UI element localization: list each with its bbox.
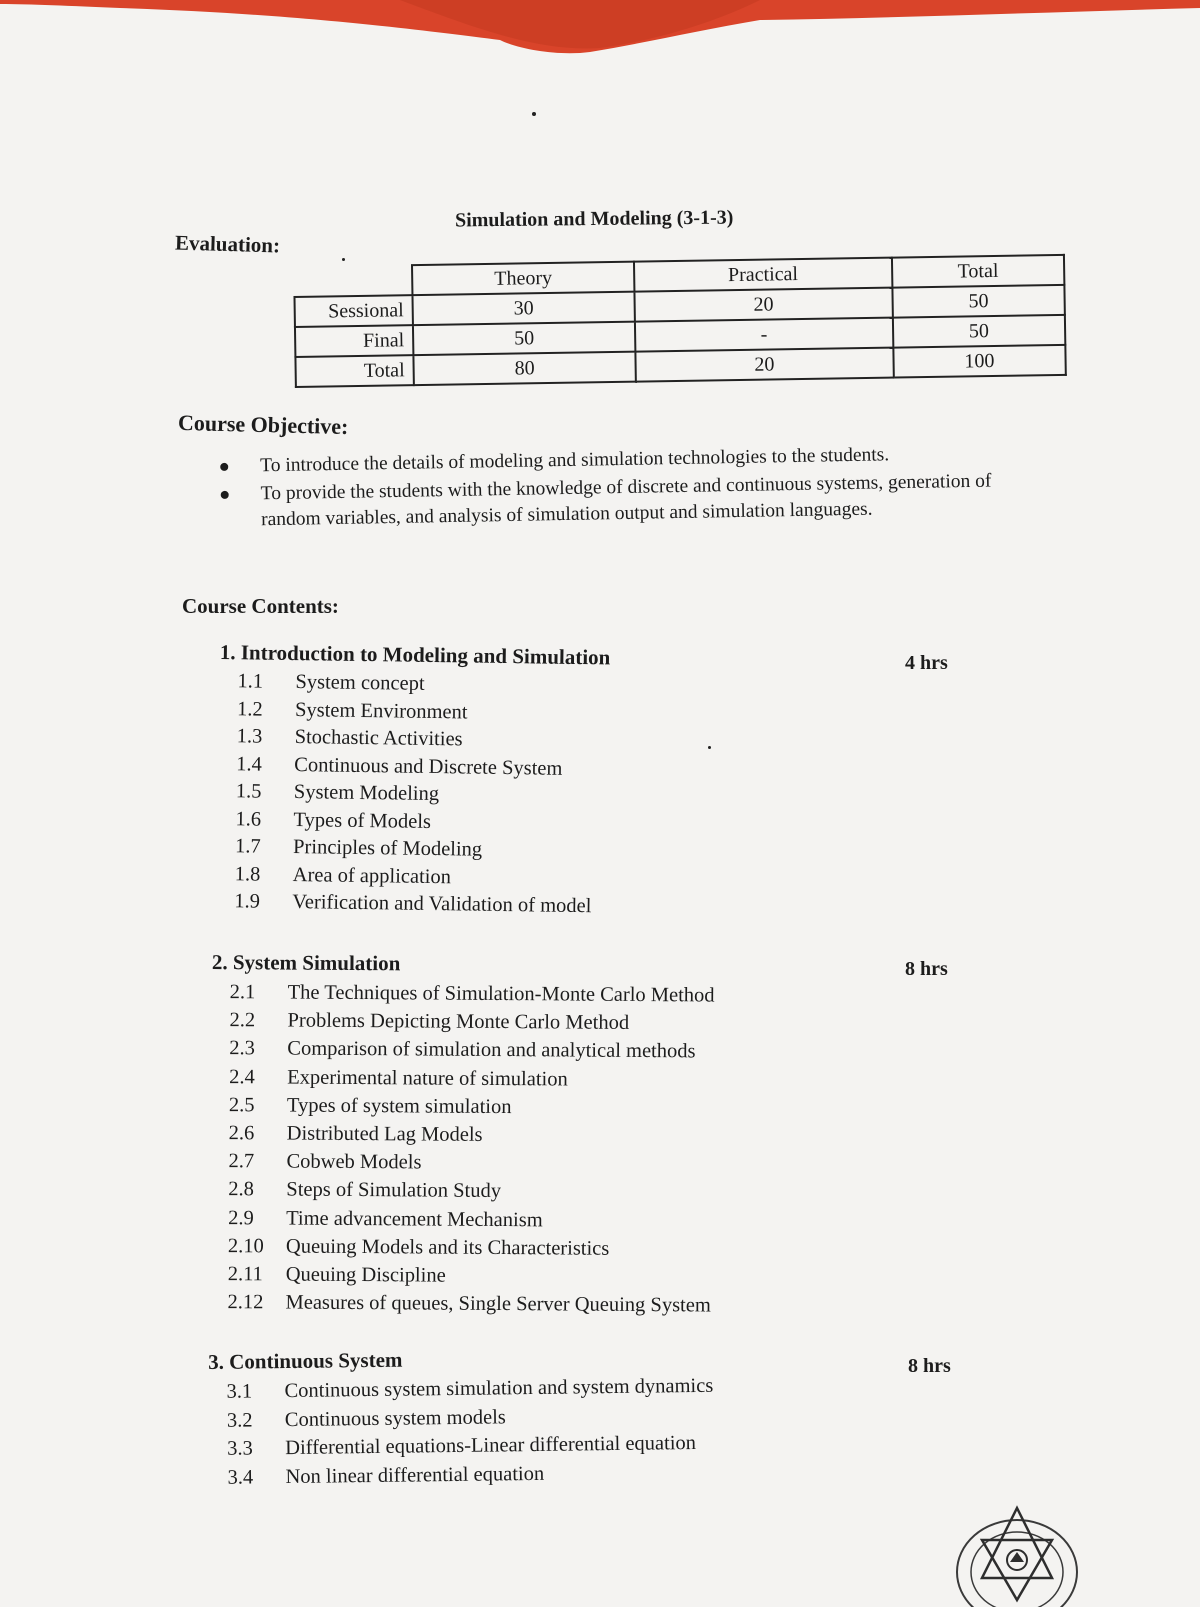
row-label: Total <box>295 355 413 387</box>
column-header-theory: Theory <box>412 262 634 295</box>
topic-text: Area of application <box>292 863 452 888</box>
topic-text: Comparison of simulation and analytical methods <box>287 1037 696 1063</box>
objective-text: To provide the students with the knowledge of discrete and continuous systems, generation of random variables, and analysis of simulation output and simulation languages. <box>260 470 992 531</box>
topic-text: Continuous system models <box>284 1405 506 1431</box>
column-header-practical: Practical <box>634 258 892 292</box>
topic-number: 2.2 <box>229 1009 256 1032</box>
list-item <box>227 1288 969 1321</box>
topic-number: 2.8 <box>228 1178 255 1201</box>
unit-2-hours: 8 hrs <box>905 958 948 980</box>
topic-text: System Environment <box>294 698 468 723</box>
unit-title: 1. Introduction to Modeling and Simulation <box>219 640 611 670</box>
course-objective-label: Course Objective: <box>177 409 349 440</box>
unit-1 <box>216 640 980 926</box>
topic-text: Problems Depicting Monte Carlo Method <box>287 1009 630 1035</box>
practical-cell: 20 <box>635 348 893 382</box>
topic-number: 2.1 <box>229 981 256 1004</box>
topic-number: 1.6 <box>235 807 262 831</box>
topic-text: System concept <box>295 671 425 695</box>
evaluation-table <box>293 254 1067 388</box>
topic-text: Queuing Discipline <box>285 1263 446 1287</box>
topic-number: 1.5 <box>235 780 262 803</box>
list-item <box>229 1034 971 1067</box>
topic-number: 3.4 <box>227 1465 254 1489</box>
topic-text: Experimental nature of simulation <box>287 1066 568 1091</box>
practical-cell: 20 <box>634 288 892 322</box>
topic-list <box>227 978 971 1321</box>
topic-text: Types of Models <box>293 808 432 833</box>
topic-text: Distributed Lag Models <box>286 1122 483 1146</box>
topic-text: System Modeling <box>293 781 440 806</box>
topic-number: 3.3 <box>227 1437 253 1460</box>
topic-number: 2.11 <box>227 1262 263 1286</box>
topic-number: 3.1 <box>226 1380 253 1403</box>
topic-number: 2.10 <box>227 1234 264 1258</box>
table-corner-cell <box>294 265 412 297</box>
topic-number: 3.2 <box>226 1408 253 1432</box>
total-cell: 100 <box>893 345 1066 378</box>
topic-text: Cobweb Models <box>286 1150 422 1174</box>
row-label: Sessional <box>294 295 412 327</box>
topic-number: 1.2 <box>236 697 263 721</box>
topic-number: 2.6 <box>228 1122 255 1145</box>
topic-number: 1.1 <box>237 670 264 693</box>
topic-text: Types of system simulation <box>286 1094 512 1118</box>
topic-list <box>226 1369 969 1492</box>
topic-text: Non linear differential equation <box>285 1462 545 1488</box>
total-cell: 50 <box>892 285 1065 318</box>
topic-number: 1.4 <box>236 752 263 776</box>
topic-text: Time advancement Mechanism <box>286 1207 543 1231</box>
unit-2 <box>209 950 972 1322</box>
evaluation-label: Evaluation: <box>174 230 281 258</box>
bullet-icon <box>220 463 228 471</box>
scan-speck <box>342 258 345 261</box>
topic-text: Queuing Models and its Characteristics <box>285 1235 610 1260</box>
topic-number: 1.7 <box>234 835 261 858</box>
unit-3-hours: 8 hrs <box>908 1355 951 1377</box>
objective-text: To introduce the details of modeling and simulation technologies to the students. <box>260 444 890 477</box>
topic-text: Continuous system simulation and system dynamics <box>284 1374 714 1403</box>
list-item <box>228 1175 970 1208</box>
red-cover-band <box>0 0 1200 60</box>
objective-list <box>220 440 1051 536</box>
topic-number: 2.5 <box>228 1093 255 1117</box>
practical-cell: - <box>635 318 893 352</box>
topic-number: 2.4 <box>229 1065 255 1088</box>
total-cell: 50 <box>893 315 1066 348</box>
topic-text: Steps of Simulation Study <box>286 1178 502 1203</box>
row-label: Final <box>295 325 413 357</box>
topic-number: 2.3 <box>229 1037 256 1060</box>
theory-cell: 50 <box>413 322 635 355</box>
bullet-icon <box>221 491 229 499</box>
topic-number: 2.7 <box>228 1150 255 1173</box>
unit-title: 3. Continuous System <box>208 1347 403 1374</box>
topic-number: 1.3 <box>236 725 263 748</box>
topic-list <box>234 668 979 926</box>
university-seal-icon <box>952 1500 1082 1607</box>
scan-speck <box>532 112 536 116</box>
theory-cell: 30 <box>412 292 634 325</box>
course-contents-label: Course Contents: <box>182 594 339 618</box>
topic-number: 1.8 <box>234 862 261 886</box>
topic-number: 2.12 <box>227 1291 264 1314</box>
unit-3 <box>208 1341 970 1492</box>
course-title: Simulation and Modeling (3-1-3) <box>454 206 734 232</box>
topic-number: 2.9 <box>228 1206 254 1229</box>
topic-text: Continuous and Discrete System <box>294 753 563 780</box>
topic-number: 1.9 <box>234 890 261 913</box>
topic-text: Measures of queues, Single Server Queuing System <box>285 1291 711 1317</box>
topic-text: The Techniques of Simulation-Monte Carlo Method <box>287 981 715 1007</box>
topic-text: Principles of Modeling <box>292 836 483 861</box>
column-header-total: Total <box>892 255 1065 288</box>
unit-1-hours: 4 hrs <box>905 652 948 674</box>
topic-text: Differential equations-Linear differential equation <box>285 1432 697 1460</box>
topic-text: Stochastic Activities <box>294 726 463 751</box>
unit-title: 2. System Simulation <box>211 950 401 976</box>
topic-text: Verification and Validation of model <box>292 891 592 918</box>
theory-cell: 80 <box>413 352 635 385</box>
